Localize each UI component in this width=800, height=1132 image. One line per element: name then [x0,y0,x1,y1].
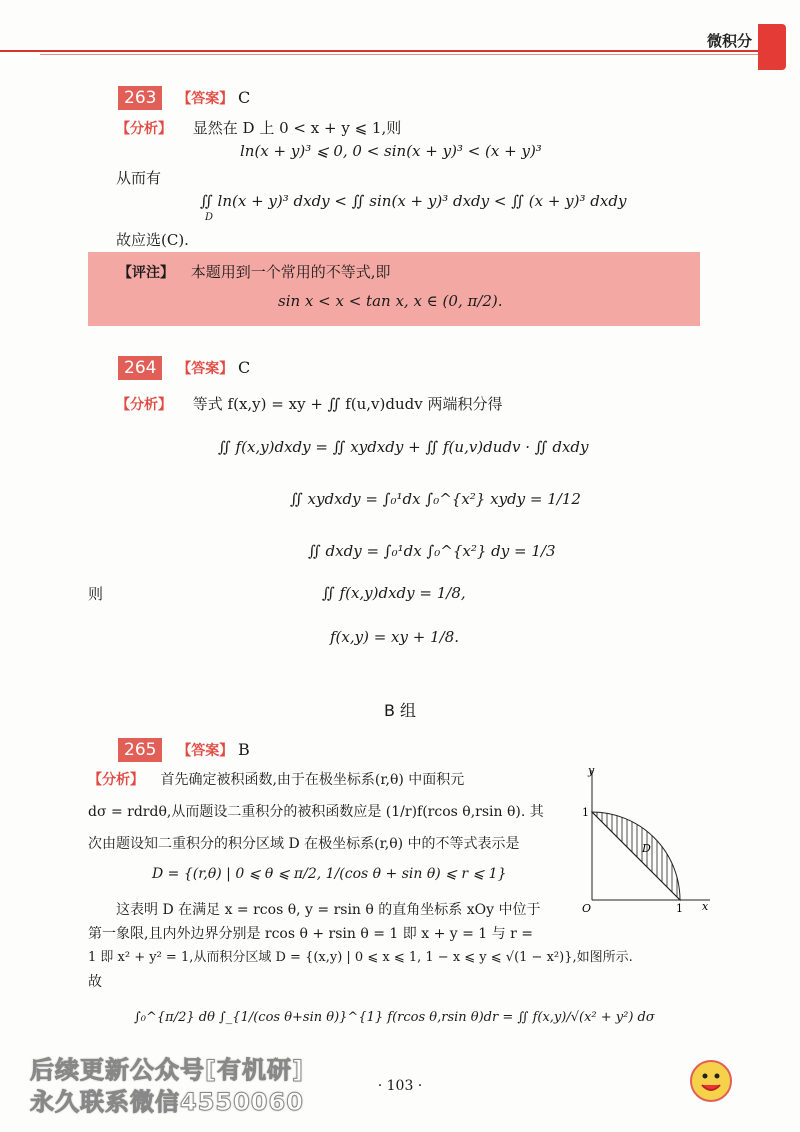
equation: ∬ xydxdy = ∫₀¹dx ∫₀^{x²} xydy = 1/12 [290,490,581,508]
remark-text: 本题用到一个常用的不等式,即 [190,263,391,281]
text-line: 这表明 D 在满足 x = rcos θ, y = rsin θ 的直角坐标系 xOy 中位于 [116,902,541,918]
analysis-line [116,114,401,143]
origin-label: O [582,902,592,915]
question-263-header [118,86,250,110]
analysis-line [116,390,502,419]
analysis-text: 等式 f(x,y) = xy + ∬ f(u,v)dudv 两端积分得 [192,395,503,413]
y-label: y [588,764,595,777]
text-line: 从而有 [116,169,162,187]
region-figure [570,760,720,920]
remark-label: 【评注】 [118,265,174,281]
text-line: 则 [88,585,104,603]
equation: ∬ f(x,y)dxdy = ∬ xydxdy + ∬ f(u,v)dudv · ∬ dxdy [218,438,589,456]
region-label: D [642,842,651,855]
analysis-text: 首先确定被积函数,由于在极坐标系(r,θ) 中面积元 [160,772,465,788]
equation: f(x,y) = xy + 1/8. [330,628,460,646]
watermark-line-2: 永久联系微信4550060 [30,1088,304,1116]
x-label: x [702,900,709,913]
remark-line [118,258,391,287]
x-one-label: 1 [676,902,683,915]
text-line: 1 即 x² + y² = 1,从而积分区域 D = {(x,y) | 0 ⩽ x ⩽ 1, 1 − x ⩽ y ⩽ √(1 − x²)},如图所示. [88,950,633,965]
equation: ∬ ln(x + y)³ dxdy < ∬ sin(x + y)³ dxdy < ∬ (x + y)³ dxdy [200,192,627,210]
answer-label: 【答案】 [177,743,234,759]
equation: ∬ dxdy = ∫₀¹dx ∫₀^{x²} dy = 1/3 [308,542,556,560]
watermark-line-1: 后续更新公众号[有机研] [30,1056,304,1084]
header-rule-thin [40,54,770,55]
header-rule [0,50,770,52]
smiley-icon [690,1060,732,1102]
chapter-tab [758,24,786,70]
question-265-header [118,738,250,762]
analysis-label: 【分析】 [88,772,144,788]
equation: ∫₀^{π/2} dθ ∫_{1/(cos θ+sin θ)}^{1} f(rcos θ,rsin θ)dr = ∬ f(x,y)/√(x² + y²) dσ [134,1010,655,1025]
answer-value: B [238,740,250,759]
answer-label: 【答案】 [177,91,234,107]
analysis-label: 【分析】 [116,397,172,413]
remark-equation: sin x < x < tan x, x ∈ (0, π/2). [278,292,503,310]
text-line: dσ = rdrdθ,从而题设二重积分的被积函数应是 (1/r)f(rcos θ,rsin θ). 其 [88,804,544,820]
answer-value: C [238,88,251,107]
text-line: 第一象限,且内外边界分别是 rcos θ + rsin θ = 1 即 x + y = 1 与 r = [88,926,533,942]
question-number: 265 [118,738,162,762]
text-line: 次由题设知二重积分的积分区域 D 在极坐标系(r,θ) 中的不等式表示是 [88,836,520,852]
answer-value: C [238,358,251,377]
equation: D = {(r,θ) | 0 ⩽ θ ⩽ π/2, 1/(cos θ + sin θ) ⩽ r ⩽ 1} [152,866,507,882]
answer-label: 【答案】 [177,361,234,377]
analysis-text: 显然在 D 上 0 < x + y ⩽ 1,则 [192,119,402,137]
analysis-line [88,766,464,794]
equation: ln(x + y)³ ⩽ 0, 0 < sin(x + y)³ < (x + y)³ [240,142,542,160]
question-264-header [118,356,250,380]
equation: ∬ f(x,y)dxdy = 1/8, [322,584,466,602]
y-one-label: 1 [582,806,589,819]
integral-subscript: D [205,212,214,223]
chapter-title: 微积分 [706,32,752,50]
question-number: 263 [118,86,162,110]
analysis-label: 【分析】 [116,121,172,137]
page-number: · 103 · [377,1078,423,1094]
question-number: 264 [118,356,162,380]
text-line: 故 [88,974,102,990]
section-heading: B 组 [383,701,417,720]
text-line: 故应选(C). [116,231,189,249]
